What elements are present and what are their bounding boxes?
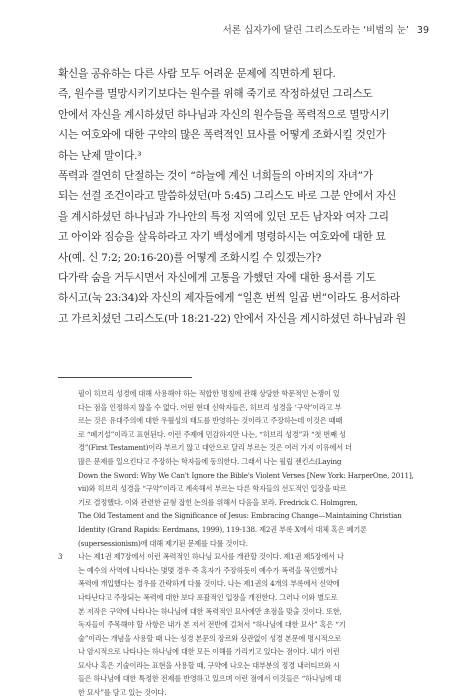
footnote-text: 들은 하나님에 대한 특정한 전제를 반영하고 있으며 이런 점에서 이것들은 “하나님에 대 <box>78 674 341 684</box>
footnote-line <box>58 496 414 510</box>
body-line: 되는 선결 조건이라고 말씀하셨던(마 5:45) 그리스도 바로 그분 안에서 자신 <box>58 190 397 203</box>
footnote-line <box>58 605 414 619</box>
footnote-line <box>58 469 414 483</box>
footnote-line <box>58 591 414 605</box>
footnote-text: 많은 문제를 일으킨다고 주장하는 학자들에 동의한다. 그래서 나는 필립 젠킨스(Laying <box>78 456 342 466</box>
body-line: 다가락 숨을 거두시면서 자신에게 고통을 가했던 자에 대한 용서를 기도 <box>58 271 376 284</box>
footnote-line <box>58 441 414 455</box>
footnote-line <box>58 537 414 551</box>
footnote-line <box>58 550 414 564</box>
footnote-text: 르는 것은 유대주의에 대한 우월성의 태도를 반영하는 것이라고 주장하는데 이것은 때때 <box>78 416 343 426</box>
footnote-line <box>58 672 414 686</box>
body-line: 확신을 공유하는 다른 사람 모두 어려운 문제에 직면하게 된다. <box>58 68 336 80</box>
footnote-line <box>58 659 414 673</box>
footnote-line <box>58 618 414 632</box>
running-title: 서론 십자가에 달린 그리스도라는 ‘비범의 눈’ <box>222 25 409 36</box>
footnote-text: The Old Testament and the Significance of Jesus: Embracing Change—Maintaining Christian <box>78 511 402 521</box>
body-line: 즉, 원수를 멸망시키기보다는 원수를 위해 죽기로 작정하셨던 그리스도 <box>58 88 373 101</box>
footnote-line <box>58 564 414 578</box>
footnote-text: Down the Sword: Why We Can't Ignore the Bible's Violent Verses [New York: HarperOne, 2011], <box>78 470 414 480</box>
footnote-line <box>58 387 414 401</box>
body-line: 하는 난제 말이다.³ <box>58 149 142 162</box>
footnote-line <box>58 632 414 646</box>
footnote-text: 다는 점을 인정하지 않을 수 없다. 어떤 현대 신학자들은, 히브리 성경을 ‘구약’이라고 부 <box>78 402 342 412</box>
footnote-text: 독자들이 주목해야 할 사항은 내가 본 저서 전반에 걸쳐서 “하나님에 대한 묘사” 혹은 “기 <box>78 620 346 630</box>
footnote-text: 경”(First Testament)이라 부르기 않고 대안으로 달리 부르는 것은 여러 가지 이유에서 더 <box>78 443 352 453</box>
footnote-text: vii)와 히브리 성경을 “구약”이라고 계속해서 부르는 다른 학자들의 선도적인 입장을 따르 <box>78 484 347 494</box>
footnote-text: 로 “폐기설”이라고 표현된다. 이런 주제에 민감하지만 나는, “히브리 성경”과 “첫 번째 성 <box>78 429 346 439</box>
footnote-text: 기로 결정했다. 이와 관련한 균형 잡힌 논의를 위해서 다음을 보라. Fredrick C. Holmgren, <box>78 497 358 507</box>
footnote-line <box>58 482 414 496</box>
body-line: 사(예. 신 7:2; 20:16-20)를 어떻게 조화시킬 수 있겠는가? <box>58 251 322 264</box>
footnote-line <box>58 686 414 700</box>
footnote-line <box>58 455 414 469</box>
footnote-line <box>58 414 414 428</box>
footnote-divider <box>58 377 192 378</box>
footnote-line <box>58 577 414 591</box>
body-line: 안에서 자신을 계시하셨던 하나님과 자신의 원수들을 폭력적으로 멸망시키 <box>58 108 390 121</box>
footnote-line <box>58 401 414 415</box>
footnote-text: Identity (Grand Rapids: Eerdmans, 1999), 119-138. 제2권 부록 X에서 대체 혹은 폐기론 <box>78 524 367 534</box>
footnote-text: 묘사나 혹은 기술이라는 표현을 사용할 때, 구약에 나오는 대부분의 정경 내러티브와 시 <box>78 660 340 670</box>
footnote-text: 한 묘사”를 담고 있는 것이다. <box>78 688 167 698</box>
body-line: 고 가르치셨던 그리스도(마 18:21-22) 안에서 자신을 계시하셨던 하나님과 원 <box>58 312 406 325</box>
footnote-line <box>58 509 414 523</box>
body-line: 폭력과 결연히 단절하는 것이 “하늘에 계신 너희들의 아버지의 자녀”가 <box>58 169 373 182</box>
footnote-text: 폭력에 개입했다는 경우를 간략하게 다룰 것이다. 나는 제1권의 4개의 부록에서 신약에 <box>78 579 340 589</box>
footnote-line <box>58 645 414 659</box>
footnote-text: 술”이라는 개념을 사용할 때 나는 성경 본문의 장르와 상관없이 성경 본문에 명시적으로 <box>78 633 341 643</box>
footnote-text: 나타난다고 주장되는 폭력에 대한 보다 포괄적인 입장을 개진한다. 그러나 이와 별도로 <box>78 592 338 602</box>
footnotes <box>58 387 414 700</box>
footnote-line <box>58 523 414 537</box>
footnote-text: 본 저작은 구약에 나타나는 하나님에 대한 폭력적인 묘사에만 초점을 맞출 것이다. 또한, <box>78 606 342 616</box>
footnote-text: 나 암시적으로 나타나는 하나님에 대한 모든 이해를 가리키고 있다는 점이다. 내가 이런 <box>78 647 340 657</box>
body-line: 을 계시하셨던 하나님과 가나안의 특정 지역에 있던 모든 남자와 여자 그리 <box>58 210 389 223</box>
footnote-text: (supersessionism)에 대해 제기된 문제를 다룰 것이다. <box>78 538 248 548</box>
body-line: 하시고(눅 23:34)와 자신의 제자들에게 “일흔 번씩 일곱 번”이라도 용서하라 <box>58 292 400 305</box>
body-line: 시는 여호와에 대한 구약의 많은 폭력적인 묘사를 어떻게 조화시킬 것인가 <box>58 129 386 142</box>
main-text <box>58 64 414 329</box>
footnote-number: 3 <box>58 552 63 562</box>
footnote-line <box>58 428 414 442</box>
footnote-text: 필이 히브리 성경에 대해 사용해야 하는 적합한 명칭에 관해 상당한 학문적인 논쟁이 있 <box>78 389 340 398</box>
page-number: 39 <box>416 25 429 36</box>
footnote-text: 는 예수의 사역에 나타나는 몇몇 경우 즉 혹자가 주장하듯이 예수가 폭력을 묵인했거나 <box>78 565 338 575</box>
running-header <box>223 22 429 36</box>
footnote-text: 나는 제1권 제7장에서 이런 폭력적인 하나님 묘사를 개관할 것이다. 제1권 제5장에서 나 <box>78 552 344 562</box>
body-line: 고 아이와 짐승을 살육하라고 자기 백성에게 명령하시는 여호와에 대한 묘 <box>58 231 386 244</box>
